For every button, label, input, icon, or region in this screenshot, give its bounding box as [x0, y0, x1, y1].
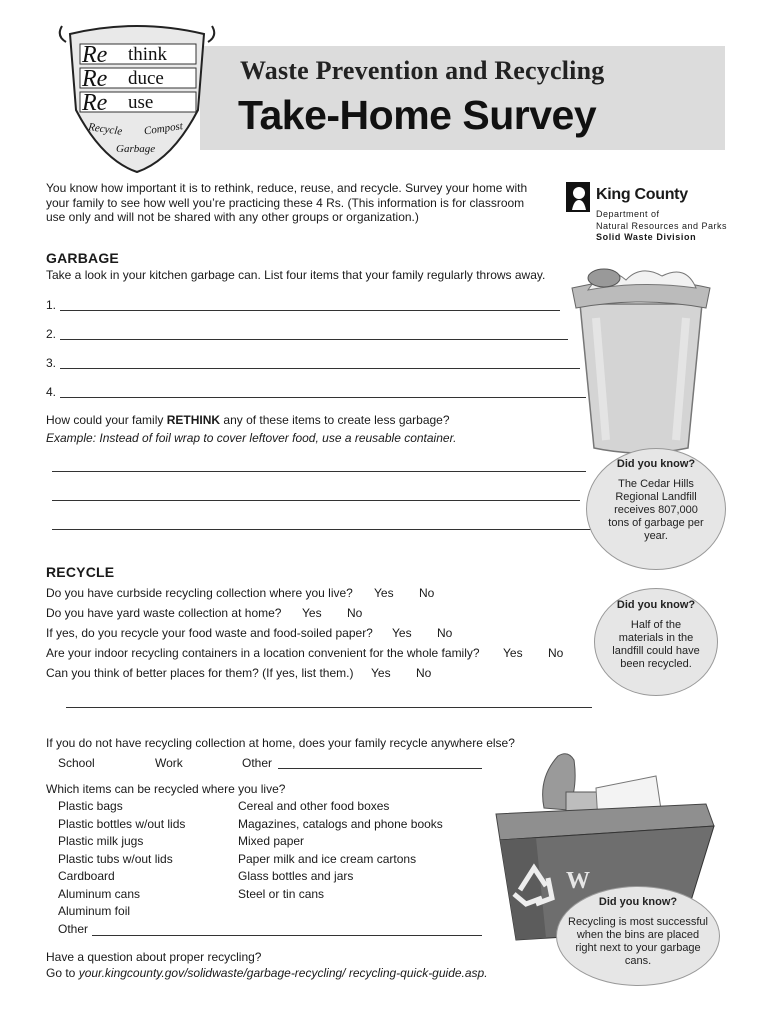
items-left-column: [58, 798, 185, 938]
recycle-heading: RECYCLE: [46, 564, 115, 580]
recyclable-item[interactable]: Aluminum foil: [58, 904, 131, 918]
answer-line-1[interactable]: [60, 310, 560, 311]
rethink-example: Example: Instead of foil wrap to cover leftover food, use a reusable container.: [46, 431, 457, 445]
yes-option[interactable]: Yes: [392, 626, 412, 640]
garbage-heading: GARBAGE: [46, 250, 119, 266]
yes-option[interactable]: Yes: [503, 646, 523, 660]
recyclable-item[interactable]: Cereal and other food boxes: [238, 799, 390, 813]
rethink-prefix: How could your family: [46, 413, 167, 427]
king-county-emblem-icon: [566, 182, 590, 212]
yes-option[interactable]: Yes: [371, 666, 391, 680]
recyclable-item[interactable]: Mixed paper: [238, 834, 305, 848]
no-option[interactable]: No: [416, 666, 432, 680]
logo-word: Re: [82, 42, 108, 68]
rethink-suffix: any of these items to create less garbage?: [220, 413, 450, 427]
yes-option[interactable]: Yes: [374, 586, 394, 600]
item-number: 3.: [46, 356, 57, 370]
answer-line-3[interactable]: [60, 368, 580, 369]
help-question: Have a question about proper recycling?: [46, 950, 262, 964]
help-link-line: [46, 966, 488, 980]
items-right-column: [238, 798, 443, 903]
recycling-guide-link[interactable]: your.kingcounty.gov/solidwaste/garbage-recycling/ recycling-quick-guide.asp.: [78, 966, 488, 980]
rethink-question: [46, 413, 450, 427]
rethink-logo: [52, 20, 222, 178]
fact-text: The Cedar Hills Regional Landfill receives 807,000 tons of garbage per year.: [608, 478, 704, 542]
logo-word: use: [128, 92, 154, 113]
logo-word: Garbage: [116, 143, 156, 155]
answer-line-4[interactable]: [60, 397, 586, 398]
no-option[interactable]: No: [419, 586, 435, 600]
recycle-question: If yes, do you recycle your food waste and food-soiled paper?: [46, 626, 373, 640]
recyclable-item[interactable]: Glass bottles and jars: [238, 869, 354, 883]
recyclable-item[interactable]: Magazines, catalogs and phone books: [238, 816, 443, 831]
fact-text: Recycling is most successful when the bins are placed right next to your garbage cans.: [568, 916, 708, 967]
intro-text: You know how important it is to rethink, reduce, reuse, and recycle. Survey your home with your family to see how well you’re practicing these 4 Rs. (This information is for classroom use only and will not be shared with any other groups or organization.): [46, 181, 528, 224]
logo-word: Compost: [143, 120, 184, 138]
item-number: 1.: [46, 298, 57, 312]
recyclable-item[interactable]: Other: [58, 921, 89, 936]
recyclable-item[interactable]: Aluminum cans: [58, 886, 141, 901]
elsewhere-option-work[interactable]: Work: [155, 756, 183, 770]
elsewhere-question: If you do not have recycling collection at home, does your family recycle anywhere else?: [46, 736, 515, 750]
org-department: [596, 209, 736, 232]
recyclable-item[interactable]: Steel or tin cans: [238, 886, 325, 901]
item-number: 2.: [46, 327, 57, 341]
elsewhere-option-other[interactable]: Other: [242, 756, 273, 770]
recycle-question: Are your indoor recycling containers in a location convenient for the whole family?: [46, 646, 480, 660]
fact-text: Half of the materials in the landfill could have been recycled.: [612, 619, 700, 670]
fact-bubble: [594, 588, 718, 696]
better-places-line[interactable]: [66, 707, 592, 708]
garbage-can-illustration: [566, 258, 716, 458]
fact-bubble: [556, 886, 720, 986]
recyclable-item[interactable]: Plastic milk jugs: [58, 834, 144, 848]
title-line-1: Waste Prevention and Recycling: [240, 56, 605, 85]
fact-heading: Did you know?: [616, 458, 696, 470]
bin-label: W: [566, 868, 590, 894]
recyclable-item[interactable]: Plastic bottles w/out lids: [58, 816, 186, 831]
items-question: Which items can be recycled where you live?: [46, 782, 286, 796]
logo-word: Re: [82, 90, 108, 116]
recycle-question: Do you have yard waste collection at home?: [46, 606, 282, 620]
elsewhere-other-line[interactable]: [278, 768, 482, 769]
rethink-line-2[interactable]: [52, 500, 580, 501]
rethink-bold: RETHINK: [166, 413, 221, 427]
item-number: 4.: [46, 385, 57, 399]
recyclable-item[interactable]: Plastic bags: [58, 799, 123, 813]
recyclable-item[interactable]: Cardboard: [58, 869, 115, 883]
no-option[interactable]: No: [347, 606, 363, 620]
rethink-line-1[interactable]: [52, 471, 586, 472]
org-name: King County: [596, 186, 688, 203]
elsewhere-option-school[interactable]: School: [58, 756, 95, 770]
recycle-question: Do you have curbside recycling collection where you live?: [46, 586, 353, 600]
fact-heading: Did you know?: [598, 896, 678, 908]
goto-prefix: Go to: [46, 966, 79, 980]
garbage-prompt: Take a look in your kitchen garbage can. List four items that your family regularly throws away.: [46, 268, 546, 282]
recyclable-item[interactable]: Plastic tubs w/out lids: [58, 851, 173, 866]
no-option[interactable]: No: [548, 646, 564, 660]
items-other-line[interactable]: [92, 935, 482, 936]
no-option[interactable]: No: [437, 626, 453, 640]
yes-option[interactable]: Yes: [302, 606, 322, 620]
page-title: Take-Home Survey: [238, 92, 597, 138]
logo-word: Recycle: [87, 121, 123, 138]
logo-word: Re: [82, 66, 108, 92]
recycle-question: Can you think of better places for them? (If yes, list them.): [46, 666, 354, 680]
answer-line-2[interactable]: [60, 339, 568, 340]
org-division: Solid Waste Division: [596, 232, 697, 242]
logo-word: duce: [128, 68, 164, 89]
dept-line-2: Natural Resources and Parks: [596, 220, 728, 231]
recyclable-item[interactable]: Paper milk and ice cream cartons: [238, 851, 417, 866]
rethink-line-3[interactable]: [52, 529, 592, 530]
dept-line-1: Department of: [596, 209, 660, 219]
logo-word: think: [128, 44, 168, 65]
fact-heading: Did you know?: [616, 599, 696, 611]
fact-bubble: [586, 448, 726, 570]
